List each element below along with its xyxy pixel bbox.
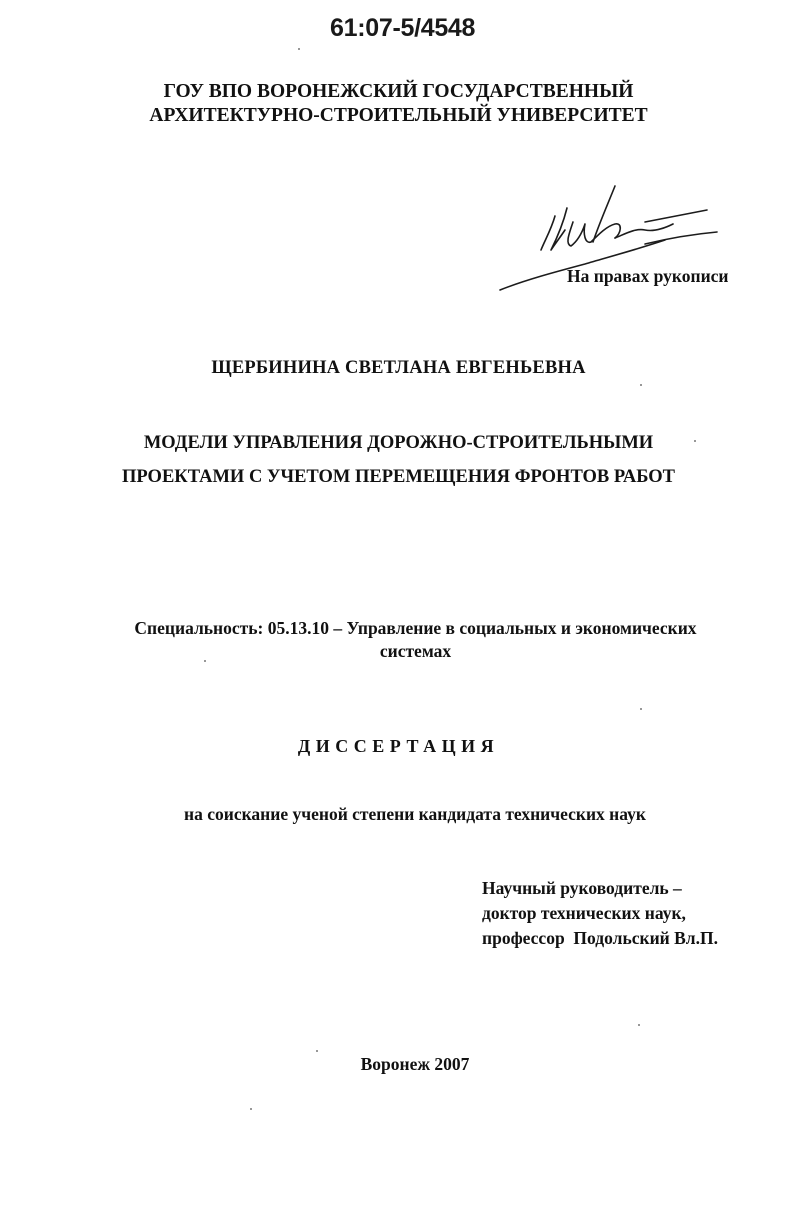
scientific-advisor [482,876,782,951]
author-name: ЩЕРБИНИНА СВЕТЛАНА ЕВГЕНЬЕВНА [211,358,586,378]
scan-speck [250,1108,252,1110]
specialty-line-1: Специальность: 05.13.10 – Управление в социальных и экономических [134,618,697,638]
thesis-title [0,426,797,494]
university-line-1: ГОУ ВПО ВОРОНЕЖСКИЙ ГОСУДАРСТВЕННЫЙ [163,81,634,102]
specialty [80,617,751,663]
manuscript-note: На правах рукописи [567,266,729,286]
scan-speck [694,440,696,442]
scan-speck [640,384,642,386]
scan-speck [316,1050,318,1052]
advisor-line-1: Научный руководитель – [482,878,682,898]
advisor-line-3: профессор Подольский Вл.П. [482,928,718,948]
degree-statement: на соискание ученой степени кандидата технических наук [184,804,646,824]
thesis-title-line-1: МОДЕЛИ УПРАВЛЕНИЯ ДОРОЖНО-СТРОИТЕЛЬНЫМИ [143,433,654,453]
scan-speck [204,660,206,662]
scan-speck [640,708,642,710]
scan-speck [298,48,300,50]
city-year: Воронеж 2007 [360,1054,470,1074]
call-number: 61:07-5/4548 [330,14,476,42]
university-line-2: АРХИТЕКТУРНО-СТРОИТЕЛЬНЫЙ УНИВЕРСИТЕТ [149,105,648,126]
document-type: ДИССЕРТАЦИЯ [297,736,500,756]
thesis-title-line-2: ПРОЕКТАМИ С УЧЕТОМ ПЕРЕМЕЩЕНИЯ ФРОНТОВ РАБОТ [121,467,676,487]
advisor-line-2: доктор технических наук, [482,903,686,923]
university-name [0,80,797,128]
specialty-line-2: системах [379,641,452,661]
scan-speck [638,1024,640,1026]
